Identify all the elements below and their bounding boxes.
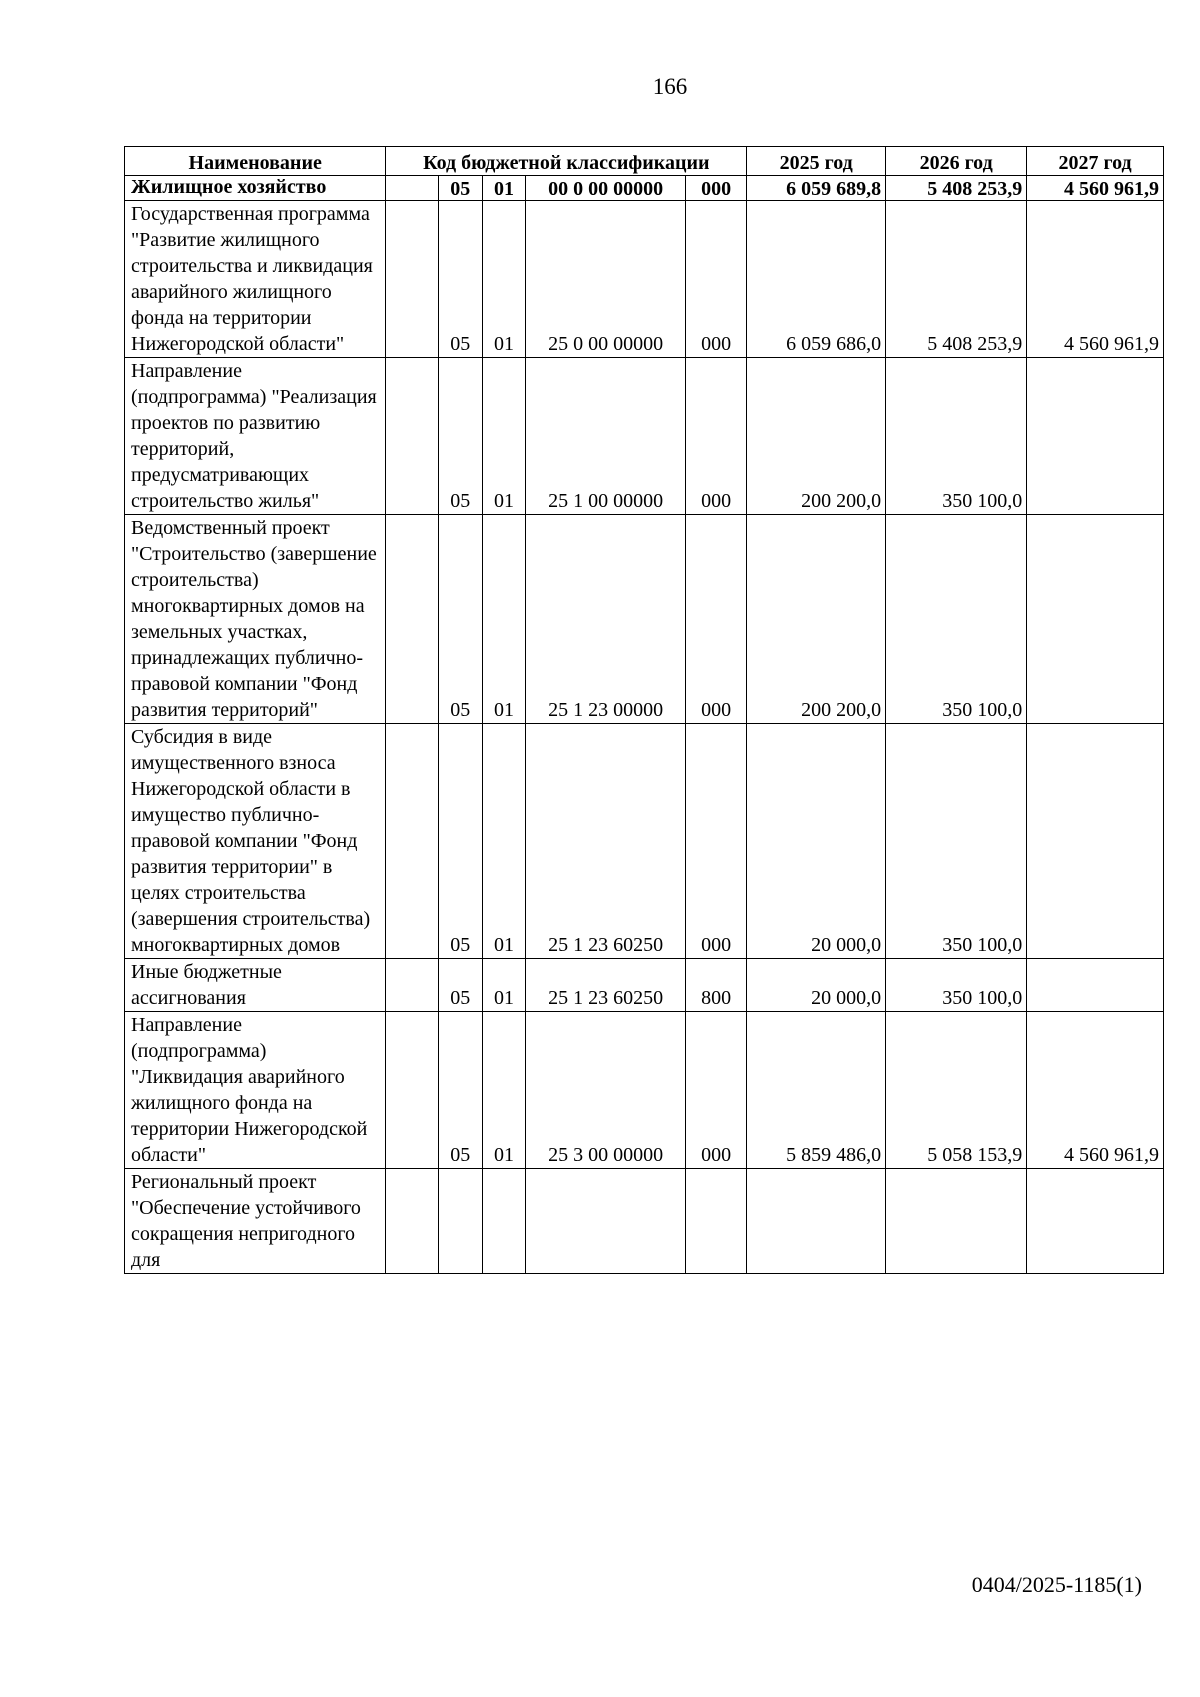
table-header-row [125,147,1164,176]
row-code-subsection: 01 [482,724,526,959]
header-2026: 2026 год [886,147,1027,176]
row-code-subsection [482,1169,526,1274]
row-code-section: 05 [438,959,482,1012]
row-code-target: 25 1 23 60250 [526,959,686,1012]
row-amount-2027 [1027,1169,1164,1274]
row-code-section: 05 [438,724,482,959]
row-code-section: 05 [438,515,482,724]
header-code: Код бюджетной классификации [386,147,747,176]
row-code-blank [386,959,438,1012]
table-row [125,724,1164,959]
row-code-subsection: 01 [482,176,526,201]
row-code-blank [386,201,438,358]
row-amount-2026: 5 408 253,9 [886,176,1027,201]
row-amount-2025: 5 859 486,0 [747,1012,886,1169]
row-code-subsection: 01 [482,515,526,724]
row-amount-2027 [1027,358,1164,515]
header-2027: 2027 год [1027,147,1164,176]
header-2025: 2025 год [747,147,886,176]
row-amount-2027: 4 560 961,9 [1027,1012,1164,1169]
row-code-blank [386,176,438,201]
row-code-blank [386,1169,438,1274]
row-amount-2026: 5 408 253,9 [886,201,1027,358]
table-row [125,358,1164,515]
row-amount-2026: 350 100,0 [886,724,1027,959]
row-code-blank [386,358,438,515]
row-name: Направление (подпрограмма) "Ликвидация аварийного жилищного фонда на территории Нижегородской области" [125,1012,386,1169]
header-name: Наименование [125,147,386,176]
row-code-subsection: 01 [482,1012,526,1169]
row-code-section: 05 [438,176,482,201]
row-amount-2025: 200 200,0 [747,358,886,515]
row-amount-2026 [886,1169,1027,1274]
row-amount-2027 [1027,515,1164,724]
row-name: Направление (подпрограмма) "Реализация проектов по развитию территорий, предусматривающих строительство жилья" [125,358,386,515]
row-name: Субсидия в виде имущественного взноса Нижегородской области в имущество публично-правовой компании "Фонд развития территории" в целях строительства (завершения строительства) многоквартирных домов [125,724,386,959]
row-code-section: 05 [438,201,482,358]
row-code-expense-type [686,1169,747,1274]
row-code-section: 05 [438,358,482,515]
row-code-subsection: 01 [482,959,526,1012]
table-row [125,1169,1164,1274]
row-code-target: 25 0 00 00000 [526,201,686,358]
row-amount-2025 [747,1169,886,1274]
row-code-section [438,1169,482,1274]
row-amount-2025: 200 200,0 [747,515,886,724]
row-code-target: 00 0 00 00000 [526,176,686,201]
row-name: Государственная программа "Развитие жилищного строительства и ликвидация аварийного жилищного фонда на территории Нижегородской области" [125,201,386,358]
row-amount-2027 [1027,959,1164,1012]
row-amount-2026: 350 100,0 [886,959,1027,1012]
row-code-expense-type: 000 [686,515,747,724]
row-code-target: 25 1 23 00000 [526,515,686,724]
row-amount-2025: 20 000,0 [747,724,886,959]
row-code-target: 25 1 23 60250 [526,724,686,959]
row-code-blank [386,1012,438,1169]
row-amount-2026: 350 100,0 [886,358,1027,515]
row-code-expense-type: 800 [686,959,747,1012]
table-row [125,1012,1164,1169]
row-name: Иные бюджетные ассигнования [125,959,386,1012]
table-row [125,515,1164,724]
row-code-expense-type: 000 [686,201,747,358]
row-amount-2025: 6 059 689,8 [747,176,886,201]
row-code-expense-type: 000 [686,358,747,515]
row-amount-2027 [1027,724,1164,959]
row-amount-2025: 6 059 686,0 [747,201,886,358]
row-code-target: 25 1 00 00000 [526,358,686,515]
row-name: Ведомственный проект "Строительство (завершение строительства) многоквартирных домов на земельных участках, принадлежащих публично-правовой компании "Фонд развития территорий" [125,515,386,724]
row-code-expense-type: 000 [686,724,747,959]
row-amount-2025: 20 000,0 [747,959,886,1012]
row-code-subsection: 01 [482,358,526,515]
row-code-target: 25 3 00 00000 [526,1012,686,1169]
page-number: 166 [652,74,688,99]
row-code-subsection: 01 [482,201,526,358]
row-code-blank [386,515,438,724]
table-row [125,201,1164,358]
row-code-expense-type: 000 [686,176,747,201]
row-amount-2026: 5 058 153,9 [886,1012,1027,1169]
table-row [125,959,1164,1012]
row-name: Региональный проект "Обеспечение устойчивого сокращения непригодного для [125,1169,386,1274]
row-amount-2027: 4 560 961,9 [1027,201,1164,358]
document-code: 0404/2025-1185(1) [971,1572,1142,1597]
row-code-target [526,1169,686,1274]
budget-table [124,146,1164,1274]
row-code-expense-type: 000 [686,1012,747,1169]
row-amount-2027: 4 560 961,9 [1027,176,1164,201]
row-code-section: 05 [438,1012,482,1169]
row-amount-2026: 350 100,0 [886,515,1027,724]
row-code-blank [386,724,438,959]
row-name: Жилищное хозяйство [125,176,386,201]
table-row [125,176,1164,201]
